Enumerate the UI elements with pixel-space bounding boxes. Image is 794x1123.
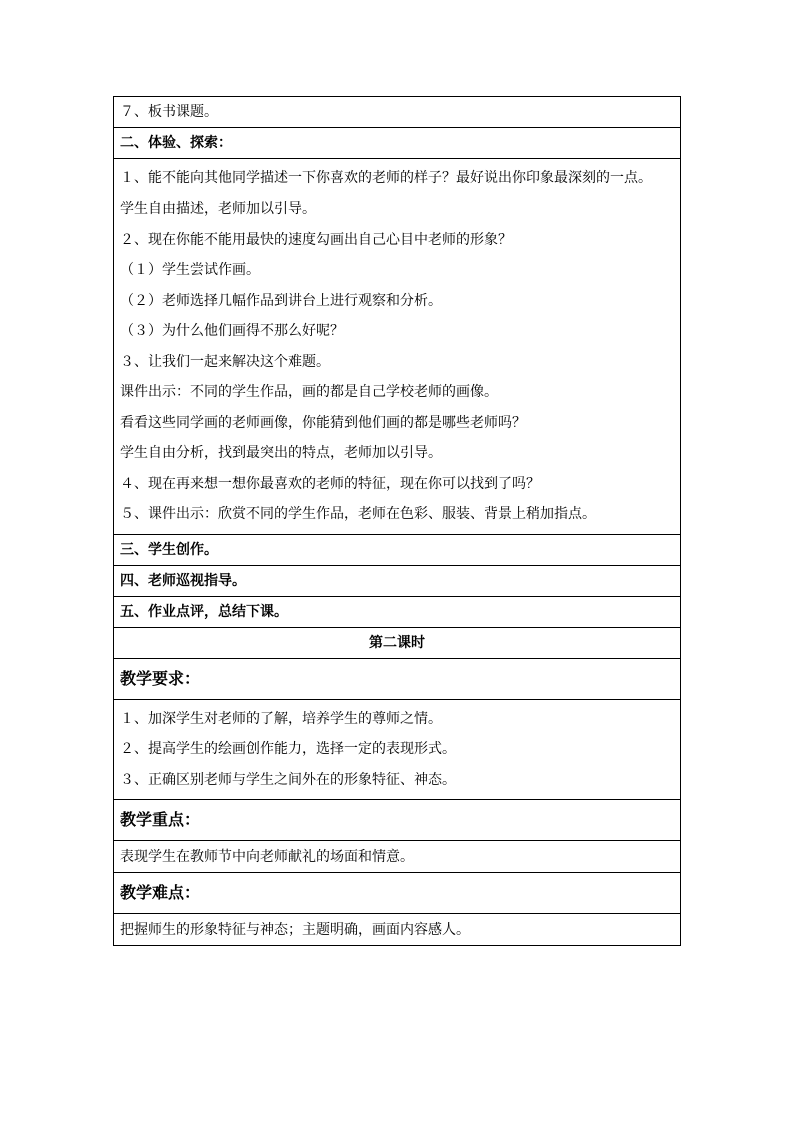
experience-content-cell	[114, 159, 681, 535]
content-line: （３）为什么他们画得不那么好呢？	[120, 323, 344, 339]
content-line: ２、现在你能不能用最快的速度勾画出自己心目中老师的形象？	[120, 231, 512, 248]
content-line: ２、提高学生的绘画创作能力，选择一定的表现形式。	[120, 741, 456, 757]
table-row	[114, 128, 681, 159]
section-experience-heading: 二、体验、探索：	[114, 128, 681, 159]
content-line: 学生自由描述，老师加以引导。	[120, 201, 316, 217]
content-line: 看看这些同学画的老师画像，你能猜到他们画的都是哪些老师吗？	[120, 414, 526, 431]
content-line: ４、现在再来想一想你最喜欢的老师的特征，现在你可以找到了吗？	[120, 475, 540, 492]
table-row	[114, 565, 681, 596]
teaching-difficulty-heading: 教学难点：	[114, 873, 681, 914]
content-line: ５、课件出示：欣赏不同的学生作品，老师在色彩、服装、背景上稍加指点。	[120, 506, 596, 522]
table-row	[114, 534, 681, 565]
table-row	[114, 873, 681, 914]
content-line: （１）学生尝试作画。	[120, 262, 260, 278]
table-row	[114, 800, 681, 841]
table-row	[114, 841, 681, 873]
content-line: ３、正确区别老师与学生之间外在的形象特征、神态。	[120, 771, 456, 788]
teaching-difficulty-content: 把握师生的形象特征与神态；主题明确，画面内容感人。	[114, 914, 681, 946]
section-create-heading: 三、学生创作。	[114, 534, 681, 565]
section-guidance-heading: 四、老师巡视指导。	[114, 565, 681, 596]
content-line: 学生自由分析，找到最突出的特点，老师加以引导。	[120, 445, 442, 461]
step-7-cell: ７、板书课题。	[114, 97, 681, 128]
teaching-requirements-heading: 教学要求：	[114, 658, 681, 699]
second-lesson-title: 第二课时	[114, 627, 681, 658]
table-row	[114, 159, 681, 535]
table-row	[114, 596, 681, 627]
section-review-heading: 五、作业点评，总结下课。	[114, 596, 681, 627]
teaching-focus-content: 表现学生在教师节中向老师献礼的场面和情意。	[114, 841, 681, 873]
table-row	[114, 97, 681, 128]
requirements-content-cell	[114, 699, 681, 800]
table-row	[114, 627, 681, 658]
content-line: （２）老师选择几幅作品到讲台上进行观察和分析。	[120, 292, 442, 309]
content-line: １、能不能向其他同学描述一下你喜欢的老师的样子？最好说出你印象最深刻的一点。	[120, 170, 652, 186]
teaching-focus-heading: 教学重点：	[114, 800, 681, 841]
lesson-plan-table	[113, 96, 681, 946]
content-line: １、加深学生对老师的了解，培养学生的尊师之情。	[120, 710, 442, 727]
table-row	[114, 699, 681, 800]
content-line: ３、让我们一起来解决这个难题。	[120, 353, 330, 370]
table-row	[114, 914, 681, 946]
table-row	[114, 658, 681, 699]
content-line: 课件出示：不同的学生作品，画的都是自己学校老师的画像。	[120, 384, 498, 400]
